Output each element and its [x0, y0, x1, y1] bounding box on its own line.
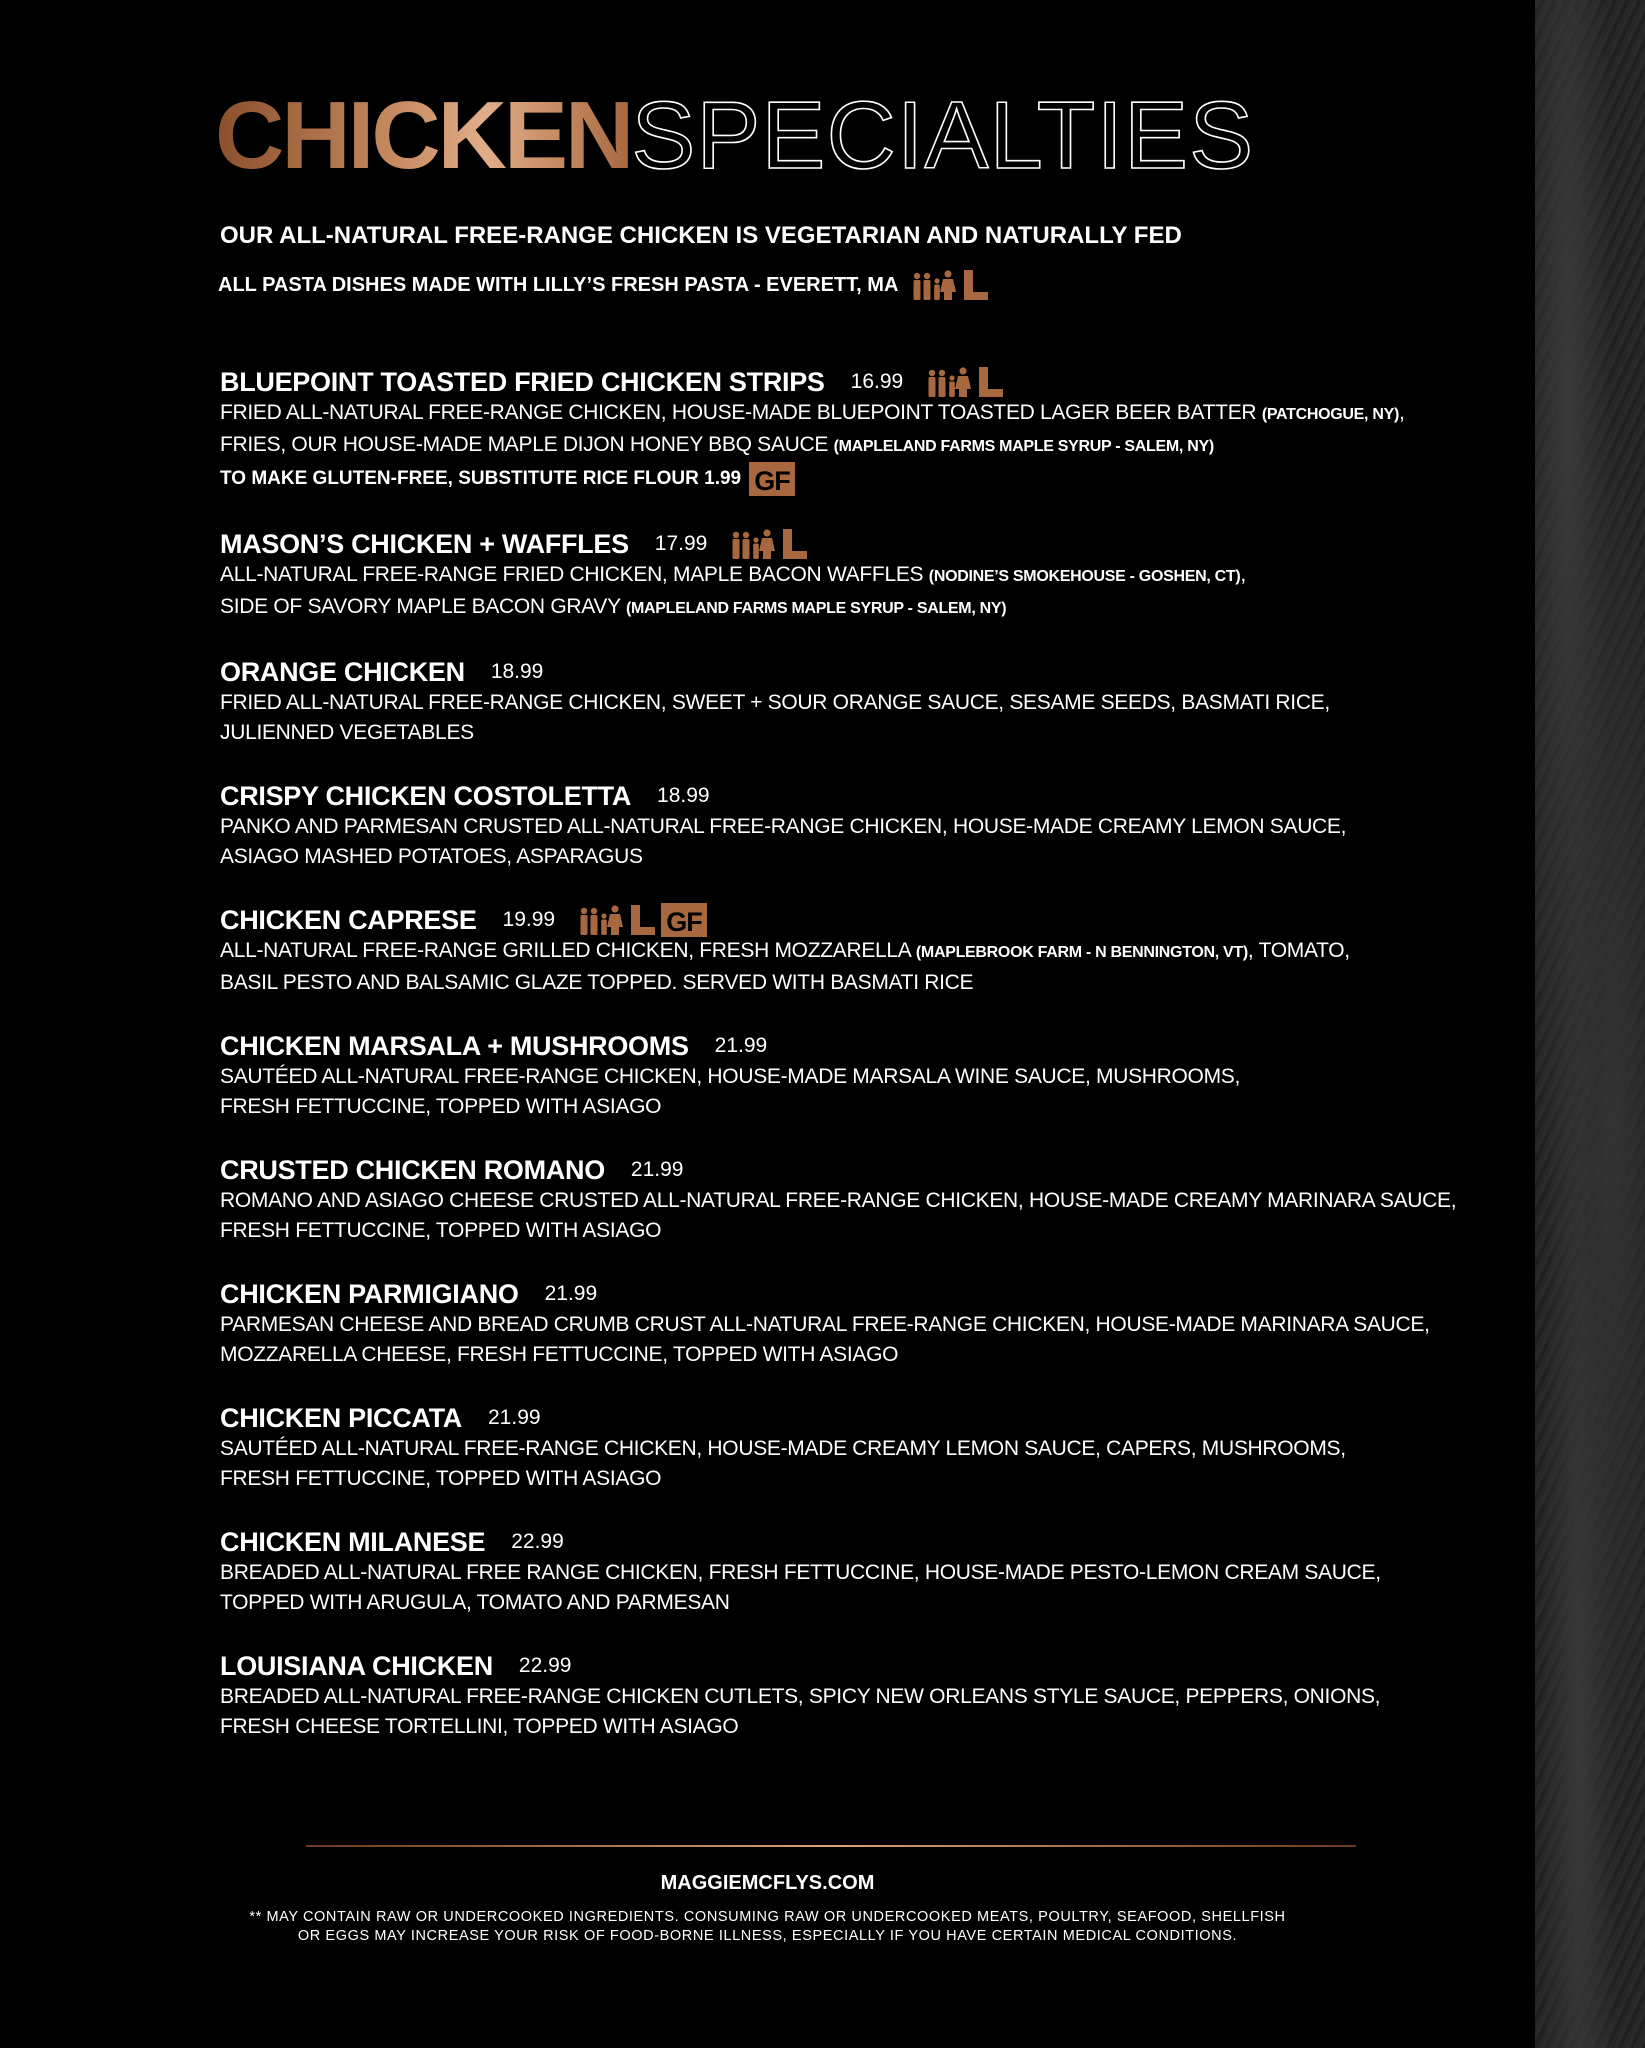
desc-text: PANKO AND PARMESAN CRUSTED ALL-NATURAL FREE-RANGE CHICKEN, HOUSE-MADE CREAMY LEMON SAUCE,	[220, 815, 1347, 838]
l-icon	[962, 268, 990, 302]
desc-text: BREADED ALL-NATURAL FREE-RANGE CHICKEN CUTLETS, SPICY NEW ORLEANS STYLE SAUCE, PEPPERS, ONIONS,	[220, 1685, 1381, 1708]
menu-item	[220, 1278, 1540, 1370]
desc-text: FRESH FETTUCCINE, TOPPED WITH ASIAGO	[220, 1467, 662, 1490]
disclaimer-line: OR EGGS MAY INCREASE YOUR RISK OF FOOD-BORNE ILLNESS, ESPECIALLY IF YOU HAVE CERTAIN MEDICAL CONDITIONS.	[297, 1928, 1238, 1944]
item-name: CHICKEN PARMIGIANO	[220, 1278, 519, 1309]
menu-item	[220, 1154, 1540, 1246]
slate-texture-panel	[1535, 0, 1645, 2048]
desc-text: ASIAGO MASHED POTATOES, ASPARAGUS	[220, 845, 643, 868]
item-description	[220, 1434, 1540, 1494]
source-note: (MAPLEBROOK FARM - N BENNINGTON, VT)	[915, 944, 1248, 961]
menu-item	[220, 528, 1540, 624]
item-price: 21.99	[488, 1406, 541, 1429]
source-note: (NODINE’S SMOKEHOUSE - GOSHEN, CT)	[928, 568, 1241, 585]
desc-text: SAUTÉED ALL-NATURAL FREE-RANGE CHICKEN, HOUSE-MADE MARSALA WINE SAUCE, MUSHROOMS,	[220, 1065, 1241, 1088]
page-title-bold: CHICKEN	[215, 82, 632, 189]
disclaimer-line: ** MAY CONTAIN RAW OR UNDERCOOKED INGREDIENTS. CONSUMING RAW OR UNDERCOOKED MEATS, POULTRY, SEAFOOD, SHELLFISH	[249, 1909, 1286, 1925]
desc-text: FRESH CHEESE TORTELLINI, TOPPED WITH ASIAGO	[220, 1715, 739, 1738]
desc-text: ,	[1398, 401, 1405, 424]
menu-item	[220, 780, 1540, 872]
item-name: CHICKEN MILANESE	[220, 1526, 486, 1557]
l-icon	[781, 527, 809, 561]
item-description	[220, 1186, 1540, 1246]
page-title	[215, 82, 1255, 189]
desc-text: BASIL PESTO AND BALSAMIC GLAZE TOPPED. SERVED WITH BASMATI RICE	[220, 971, 974, 994]
source-note: (PATCHOGUE, NY)	[1261, 406, 1399, 423]
menu-item	[220, 1650, 1540, 1742]
desc-text: ALL-NATURAL FREE-RANGE FRIED CHICKEN, MAPLE BACON WAFFLES	[220, 563, 924, 586]
item-price: 18.99	[657, 784, 710, 807]
source-note: (MAPLELAND FARMS MAPLE SYRUP - SALEM, NY)	[833, 438, 1214, 455]
desc-text: SIDE OF SAVORY MAPLE BACON GRAVY	[220, 595, 621, 618]
health-disclaimer	[0, 1908, 1535, 1946]
item-price: 22.99	[518, 1654, 572, 1677]
item-badges	[729, 527, 809, 561]
note-text: TO MAKE GLUTEN-FREE, SUBSTITUTE RICE FLOUR 1.99	[220, 468, 742, 489]
desc-text: JULIENNED VEGETABLES	[220, 721, 474, 744]
item-name: BLUEPOINT TOASTED FRIED CHICKEN STRIPS	[220, 366, 825, 397]
gf-icon	[661, 903, 707, 937]
desc-text: BREADED ALL-NATURAL FREE RANGE CHICKEN, FRESH FETTUCCINE, HOUSE-MADE PESTO-LEMON CREAM SAUCE,	[220, 1561, 1381, 1584]
item-name: CRISPY CHICKEN COSTOLETTA	[220, 780, 632, 811]
desc-text: FRIES, OUR HOUSE-MADE MAPLE DIJON HONEY BBQ SAUCE	[220, 433, 829, 456]
item-name: CHICKEN PICCATA	[220, 1402, 462, 1433]
desc-text: SAUTÉED ALL-NATURAL FREE-RANGE CHICKEN, HOUSE-MADE CREAMY LEMON SAUCE, CAPERS, MUSHROOMS,	[220, 1437, 1346, 1460]
item-description	[220, 398, 1540, 462]
family-icon	[910, 268, 958, 302]
item-description	[220, 560, 1540, 624]
menu-items	[220, 366, 1540, 1774]
item-name: MASON’S CHICKEN + WAFFLES	[220, 528, 629, 559]
item-name: CHICKEN MARSALA + MUSHROOMS	[220, 1030, 689, 1061]
desc-text: TOPPED WITH ARUGULA, TOMATO AND PARMESAN	[220, 1591, 730, 1614]
subheading-chicken-note: OUR ALL-NATURAL FREE-RANGE CHICKEN IS VEGETARIAN AND NATURALLY FED	[220, 222, 1182, 249]
item-price: 21.99	[630, 1158, 684, 1181]
family-icon	[729, 527, 777, 561]
family-icon	[925, 365, 973, 399]
item-name: CHICKEN CAPRESE	[220, 904, 477, 935]
desc-text: PARMESAN CHEESE AND BREAD CRUMB CRUST ALL-NATURAL FREE-RANGE CHICKEN, HOUSE-MADE MARINARA SAUCE,	[220, 1313, 1430, 1336]
page-title-light: SPECIALTIES	[631, 82, 1255, 189]
item-price: 22.99	[511, 1530, 564, 1553]
menu-item	[220, 366, 1540, 496]
desc-text: FRESH FETTUCCINE, TOPPED WITH ASIAGO	[220, 1219, 662, 1242]
item-price: 19.99	[502, 908, 556, 931]
desc-text: FRIED ALL-NATURAL FREE-RANGE CHICKEN, HOUSE-MADE BLUEPOINT TOASTED LAGER BEER BATTER	[220, 401, 1257, 424]
gluten-free-note	[220, 462, 1540, 496]
item-badges	[577, 903, 707, 937]
item-description	[220, 688, 1540, 748]
l-icon	[629, 903, 657, 937]
desc-text: ALL-NATURAL FREE-RANGE GRILLED CHICKEN, FRESH MOZZARELLA	[220, 939, 911, 962]
item-badges	[925, 365, 1005, 399]
item-name: ORANGE CHICKEN	[220, 656, 465, 687]
item-price: 16.99	[850, 370, 904, 393]
l-icon	[977, 365, 1005, 399]
menu-item	[220, 656, 1540, 748]
desc-text: ,	[1240, 563, 1246, 586]
item-name: LOUISIANA CHICKEN	[220, 1650, 493, 1681]
website-link[interactable]: MAGGIEMCFLYS.COM	[660, 1872, 875, 1894]
source-note: (MAPLELAND FARMS MAPLE SYRUP - SALEM, NY)	[625, 600, 1007, 617]
item-description	[220, 1682, 1540, 1742]
svg-text:GF: GF	[754, 466, 790, 496]
svg-text:GF: GF	[666, 907, 702, 937]
gf-icon	[749, 462, 795, 496]
desc-text: , TOMATO,	[1247, 939, 1350, 962]
menu-item	[220, 904, 1540, 998]
item-description	[220, 1310, 1540, 1370]
item-price: 21.99	[714, 1034, 768, 1057]
item-description	[220, 812, 1540, 872]
menu-item	[220, 1030, 1540, 1122]
pasta-badges	[910, 268, 990, 302]
desc-text: FRESH FETTUCCINE, TOPPED WITH ASIAGO	[220, 1095, 662, 1118]
subheading-pasta-note	[218, 268, 990, 302]
item-description	[220, 1558, 1540, 1618]
desc-text: ROMANO AND ASIAGO CHEESE CRUSTED ALL-NATURAL FREE-RANGE CHICKEN, HOUSE-MADE CREAMY MARINARA SAUCE,	[220, 1189, 1457, 1212]
footer-divider	[306, 1845, 1356, 1847]
item-price: 17.99	[654, 532, 708, 555]
menu-item	[220, 1402, 1540, 1494]
desc-text: MOZZARELLA CHEESE, FRESH FETTUCCINE, TOPPED WITH ASIAGO	[220, 1343, 899, 1366]
item-description	[220, 1062, 1540, 1122]
desc-text: FRIED ALL-NATURAL FREE-RANGE CHICKEN, SWEET + SOUR ORANGE SAUCE, SESAME SEEDS, BASMATI RICE,	[220, 691, 1330, 714]
subheading-pasta-text: ALL PASTA DISHES MADE WITH LILLY’S FRESH PASTA - EVERETT, MA	[218, 273, 899, 296]
item-description	[220, 936, 1540, 998]
menu-item	[220, 1526, 1540, 1618]
item-name: CRUSTED CHICKEN ROMANO	[220, 1154, 605, 1185]
item-price: 21.99	[544, 1282, 598, 1305]
item-price: 18.99	[490, 660, 544, 683]
family-icon	[577, 903, 625, 937]
